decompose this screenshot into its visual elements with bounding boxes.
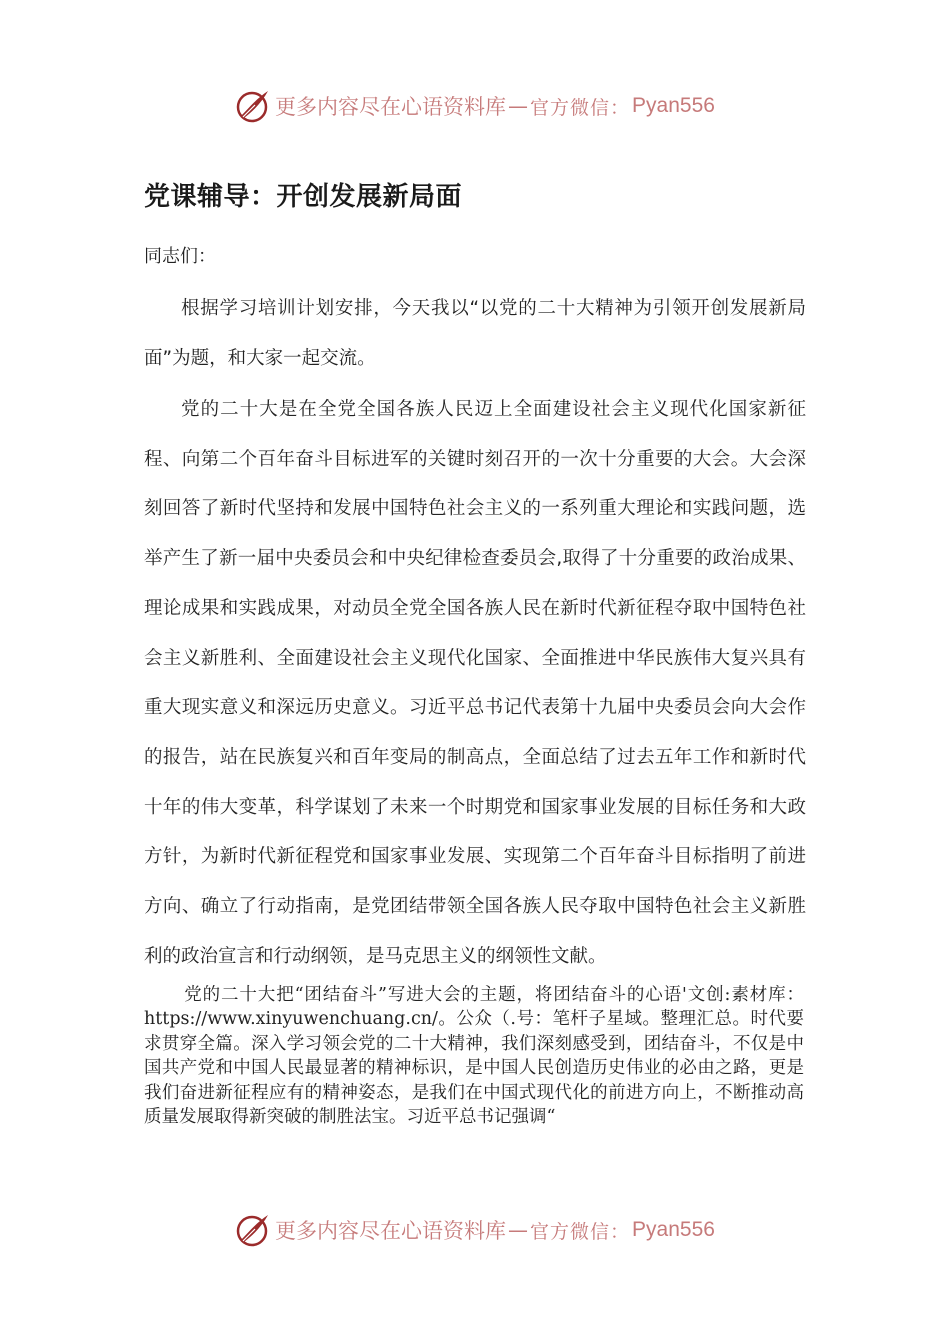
- banner-separator: —: [508, 94, 529, 118]
- salutation: 同志们：: [144, 246, 216, 267]
- quill-logo-icon: [235, 88, 271, 124]
- paragraph-main: 党的二十大是在全党全国各族人民迈上全面建设社会主义现代化国家新征程、向第二个百年奋斗目标进军的关键时刻召开的一次十分重要的大会。大会深刻回答了新时代坚持和发展中国特色社会主义的一系列重大理论和实践问题，选举产生了新一届中央委员会和中央纪律检查委员会,取得了十分重要的政治成果、理论成果和实践成果，对动员全党全国各族人民在新时代新征程夺取中国特色社会主义新胜利、全面建设社会主义现代化国家、全面推进中华民族伟大复兴具有重大现实意义和深远历史意义。习近平总书记代表第十九届中央委员会向大会作的报告，站在民族复兴和百年变局的制高点，全面总结了过去五年工作和新时代十年的伟大变革，科学谋划了未来一个时期党和国家事业发展的目标任务和大政方针，为新时代新征程党和国家事业发展、实现第二个百年奋斗目标指明了前进方向、确立了行动指南，是党团结带领全国各族人民夺取中国特色社会主义新胜利的政治宣言和行动纲领，是马克思主义的纲领性文献。: [144, 399, 806, 967]
- quill-logo-icon: [235, 1212, 271, 1248]
- banner-text: 更多内容尽在心语资料库: [275, 95, 507, 119]
- paragraph-intro: 根据学习培训计划安排，今天我以“以党的二十大精神为引领开创发展新局面”为题，和大家一起交流。: [144, 298, 806, 369]
- header-banner: [0, 84, 950, 128]
- banner-text: 更多内容尽在心语资料库: [275, 1219, 507, 1243]
- document-title: 党课辅导：开创发展新局面: [144, 182, 463, 212]
- banner-wechat-label: 官方微信：: [530, 96, 631, 119]
- banner-wechat-id: Pyan556: [632, 94, 715, 117]
- banner-wechat-id: Pyan556: [632, 1218, 715, 1241]
- banner-wechat-label: 官方微信：: [530, 1220, 631, 1243]
- banner-separator: —: [508, 1218, 529, 1242]
- footer-banner: [0, 1208, 950, 1252]
- paragraph-unity: 党的二十大把“团结奋斗”写进大会的主题，将团结奋斗的心语'文创:素材库：https://www.xinyuwenchuang.cn/。公众（.号：笔杆子星域。整理汇总。时代要求贯穿全篇。深入学习领会党的二十大精神，我们深刻感受到，团结奋斗，不仅是中国共产党和中国人民最显著的精神标识，是中国人民创造历史伟业的必由之路，更是我们奋进新征程应有的精神姿态，是我们在中国式现代化的前进方向上，不断推动高质量发展取得新突破的制胜法宝。习近平总书记强调“: [144, 985, 804, 1128]
